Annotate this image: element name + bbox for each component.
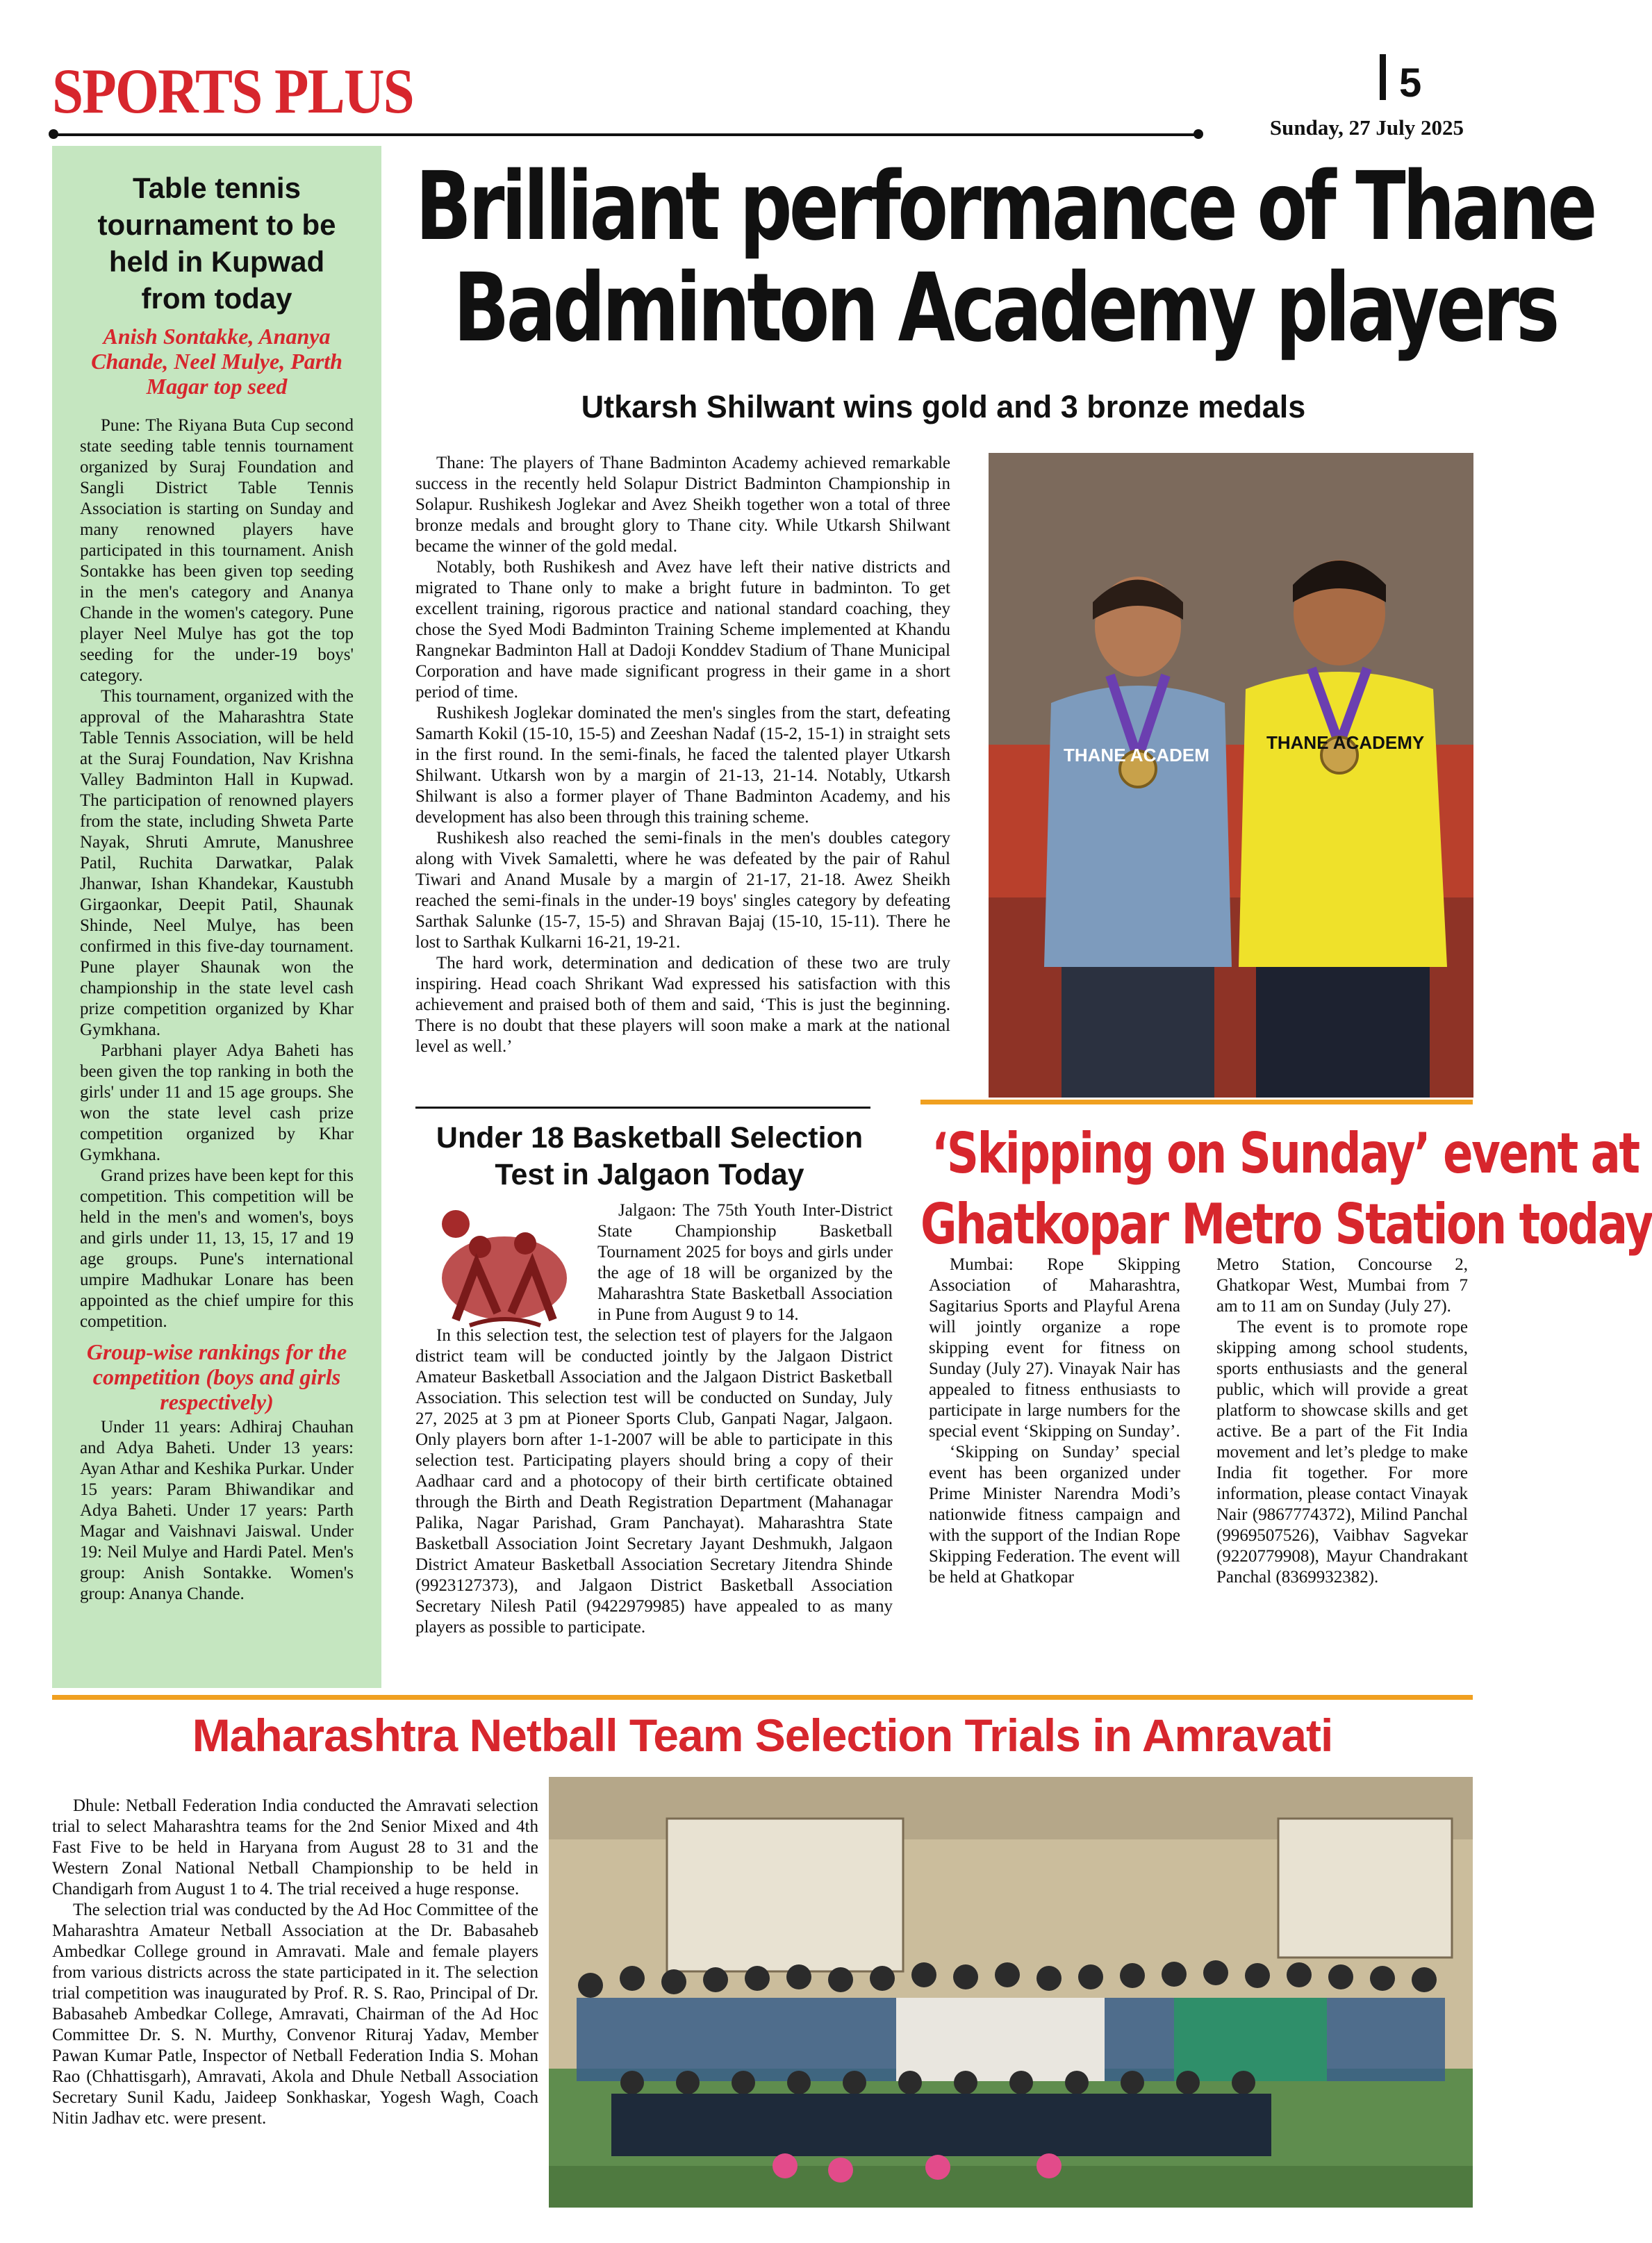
skipping-col-1 <box>929 1255 1180 1588</box>
netball-body <box>52 1796 538 2129</box>
badminton-players-photo <box>989 453 1473 1098</box>
lead-paragraph: Rushikesh Joglekar dominated the men's singles from the start, defeating Samarth Kokil (15-10, 15-5) and Zeeshan Nadaf (15-2, 15-1) in straight sets in the first round. In the semi-finals, he faced the talented player Utkarsh Shilwant. Utkarsh won by a margin of 21-13, 21-14. Notably, Utkarsh Shilwant is also a former player of Thane Badminton Academy, and his development has also been through this training scheme. <box>415 704 950 827</box>
lead-body <box>415 453 950 1057</box>
sidebar-paragraph: Pune: The Riyana Buta Cup second state seeding table tennis tournament organized by Suraj Foundation and Sangli District Table Tennis Association is starting on Sunday and many renowned players have participated in this tournament. Anish Sontakke has been given top seeding in the men's category and Ananya Chande in the women's category. Pune player Neel Mulye has got the top seeding for the under-19 boys' category. <box>80 416 354 685</box>
section-masthead: SPORTS PLUS <box>52 56 413 126</box>
sidebar-paragraph: This tournament, organized with the approval of the Maharashtra State Table Tennis Association, will be held at the Suraj Foundation, Nav Krishna Valley Badminton Hall in Kupwad. The participation of renowned players from the state, including Shweta Parte Nayak, Shruti Amrute, Manushree Patil, Ruchita Darwatkar, Palak Jhanwar, Ishan Khandekar, Kaustubh Girgaonkar, Deepit Patil, Shaunak Shinde, Neel Mulye, has been confirmed in this five-day tournament. Pune player Shaunak won the championship in the state level cash prize competition organized by Khar Gymkhana. <box>80 687 354 1039</box>
sidebar-subtitle: Anish Sontakke, Ananya Chande, Neel Mulye, Parth Magar top seed <box>91 324 342 399</box>
basketball-headline: Under 18 Basketball Selection Test in Jalgaon Today <box>436 1121 864 1191</box>
sidebar-body <box>80 415 354 1605</box>
lead-subhead: Utkarsh Shilwant wins gold and 3 bronze medals <box>581 389 1306 424</box>
header-rule <box>52 133 1198 136</box>
skipping-paragraph: The event is to promote rope skipping among school students, sports enthusiasts and the general public, which will provide a great platform to showcase skills and get active. Be a part of the Fit India movement and let’s pledge to make India fit together. For more information, please contact Vinayak Nair (9867774372), Milind Panchal (9969507526), Vaibhav Sagvekar (9220779908), Mayur Chandrakant Panchal (8369932382). <box>1216 1318 1468 1587</box>
jersey-text-right: THANE ACADEMY <box>1266 732 1425 753</box>
sidebar-subhead: Group-wise rankings for the competition (boys and girls respectively) <box>86 1339 347 1414</box>
skipping-headline-line-1: ‘Skipping on Sunday’ event at <box>932 1121 1639 1186</box>
skipping-paragraph: ‘Skipping on Sunday’ special event has been organized under Prime Minister Narendra Modi’s nationwide fitness campaign and with the support of the Indian Rope Skipping Federation. The event will be held at Ghatkopar <box>929 1443 1180 1587</box>
page-number: 5 <box>1399 60 1422 106</box>
skipping-top-rule <box>920 1100 1473 1104</box>
sidebar-title: Table tennis tournament to be held in Kupwad from today <box>97 172 336 315</box>
badminton-photo-illustration <box>989 453 1473 1098</box>
sidebar-paragraph: Grand prizes have been kept for this competition. This competition will be held in the men's and women's, boys and girls under 11, 13, 15, 17 and 19 age groups. Pune's international umpire Madhukar Lonare has been appointed as the chief umpire for this competition. <box>80 1166 354 1331</box>
sidebar-rankings: Under 11 years: Adhiraj Chauhan and Adya Baheti. Under 13 years: Ayan Athar and Keshika Purkar. Under 15 years: Param Bhiwandikar and Adya Baheti. Under 17 years: Parth Magar and Vaishnavi Jaiswal. Under 19: Neil Mulye and Hardi Patel. Men's group: Anish Sontakke. Women's group: Ananya Chande. <box>80 1418 354 1603</box>
lead-headline-line-1: Brilliant performance of Thane <box>415 152 1594 262</box>
basketball-body <box>415 1200 893 1638</box>
sidebar-panel <box>52 146 381 1688</box>
basketball-paragraph: Jalgaon: The 75th Youth Inter-District State Championship Basketball Tournament 2025 for boys and girls under the age of 18 will be organized by the Maharashtra State Basketball Association in Pune from August 9 to 14. <box>597 1201 893 1324</box>
page-number-bar <box>1380 54 1386 100</box>
skipping-headline <box>920 1118 1652 1260</box>
header-rule-dot-right <box>1193 129 1203 139</box>
skipping-col-2 <box>1216 1255 1468 1588</box>
netball-photo-illustration <box>549 1777 1473 2208</box>
lead-headline-line-2: Badminton Academy players <box>453 254 1557 363</box>
lead-paragraph: Rushikesh also reached the semi-finals in the men's doubles category along with Vivek Samaletti, where he was defeated by the pair of Rahul Tiwari and Anand Musale by a margin of 21-17, 21-18. Awez Sheikh reached the semi-finals in the under-19 boys' singles category by defeating Sarthak Salunke (15-7, 15-5) and Shravan Bajaj (15-10, 15-11). There he lost to Sarthak Kulkarni 16-21, 19-21. <box>415 829 950 952</box>
netball-top-rule <box>52 1695 1473 1700</box>
skipping-headline-line-2: Ghatkopar Metro Station today <box>920 1192 1652 1257</box>
jersey-text-left: THANE ACADEM <box>1064 745 1209 765</box>
netball-paragraph: The selection trial was conducted by the Ad Hoc Committee of the Maharashtra Amateur Netball Association at the Dr. Babasaheb Ambedkar College ground in Amravati. Male and female players from various districts across the state participated in it. The selection trial competition was inaugurated by Prof. R. S. Rao, Principal of Dr. Babasaheb Ambedkar College, Amravati, Chairman of the Ad Hoc Committee Dr. S. N. Murthy, Convenor Rituraj Yadav, Member Pawan Kumar Patle, Inspector of Netball Federation India S. Mohan Rao (Chhattisgarh), Amravati, Akola and Dhule Netball Association Secretary Sunil Kadu, Jaideep Sonkhaskar, Yogesh Wagh, Coach Nitin Jadhav etc. were present. <box>52 1901 538 2128</box>
basketball-top-rule <box>415 1107 870 1109</box>
header-rule-dot-left <box>49 129 58 139</box>
issue-date: Sunday, 27 July 2025 <box>1269 115 1464 140</box>
skipping-paragraph: Metro Station, Concourse 2, Ghatkopar West, Mumbai from 7 am to 11 am on Sunday (July 27). <box>1216 1255 1468 1316</box>
lead-paragraph: The hard work, determination and dedication of these two are truly inspiring. Head coach Shrikant Wad expressed his satisfaction with this achievement and praised both of them and said, ‘This is just the beginning. There is no doubt that these players will soon make a mark at the national level as well.’ <box>415 954 950 1056</box>
netball-paragraph: Dhule: Netball Federation India conducted the Amravati selection trial to select Maharashtra teams for the 2nd Senior Mixed and 4th Fast Five to be held in Haryana from August 28 to 31 and the Western Zonal National Netball Championship to be held in Chandigarh from August 1 to 4. The trial received a huge response. <box>52 1796 538 1898</box>
netball-team-photo <box>549 1777 1473 2208</box>
skipping-paragraph: Mumbai: Rope Skipping Association of Maharashtra, Sagitarius Sports and Playful Arena will jointly organize a rope skipping event for fitness on Sunday (July 27). Vinayak Nair has appealed to fitness enthusiasts to participate in large numbers for the special event ‘Skipping on Sunday’. <box>929 1255 1180 1441</box>
lead-paragraph: Thane: The players of Thane Badminton Academy achieved remarkable success in the recently held Solapur District Badminton Championship in Solapur. Rushikesh Joglekar and Avez Sheikh together won a total of three bronze medals and brought glory to Thane city. While Utkarsh Shilwant became the winner of the gold medal. <box>415 454 950 556</box>
lead-paragraph: Notably, both Rushikesh and Avez have left their native districts and migrated to Thane only to make a bright future in badminton. To get excellent training, rigorous practice and national standard coaching, they chose the Syed Modi Badminton Training Scheme implemented at Khandu Rangnekar Badminton Hall at Dadoji Konddev Stadium of Thane Municipal Corporation and have made significant progress in their game in a short period of time. <box>415 558 950 702</box>
netball-headline: Maharashtra Netball Team Selection Trials in Amravati <box>192 1710 1333 1761</box>
sidebar-paragraph: Parbhani player Adya Baheti has been given the top ranking in both the girls' under 11 and 15 age groups. She won the state level cash prize competition organized by Khar Gymkhana. <box>80 1041 354 1164</box>
basketball-paragraph: In this selection test, the selection test of players for the Jalgaon district team will be conducted jointly by the Jalgaon District Amateur Basketball Association and the Jalgaon District Basketball Association. This selection test will be conducted on Sunday, July 27, 2025 at 3 pm at Pioneer Sports Club, Ganpati Nagar, Jalgaon. Only players born after 1-1-2007 will be able to participate in this selection test. Participating players should bring a copy of their Aadhaar card and a photocopy of their birth certificate obtained through the Birth and Death Registration Department (Mahanagar Palika, Nagar Parishad, Gram Panchayat). Maharashtra State Basketball Association Joint Secretary Jayant Deshmukh, Jalgaon District Amateur Basketball Association Secretary Jitendra Shinde (9923127373), and Jalgaon District Basketball Association Secretary Nilesh Patil (9422979985) have appealed to as many players as possible to participate. <box>415 1326 893 1637</box>
lead-headline <box>415 152 1594 363</box>
